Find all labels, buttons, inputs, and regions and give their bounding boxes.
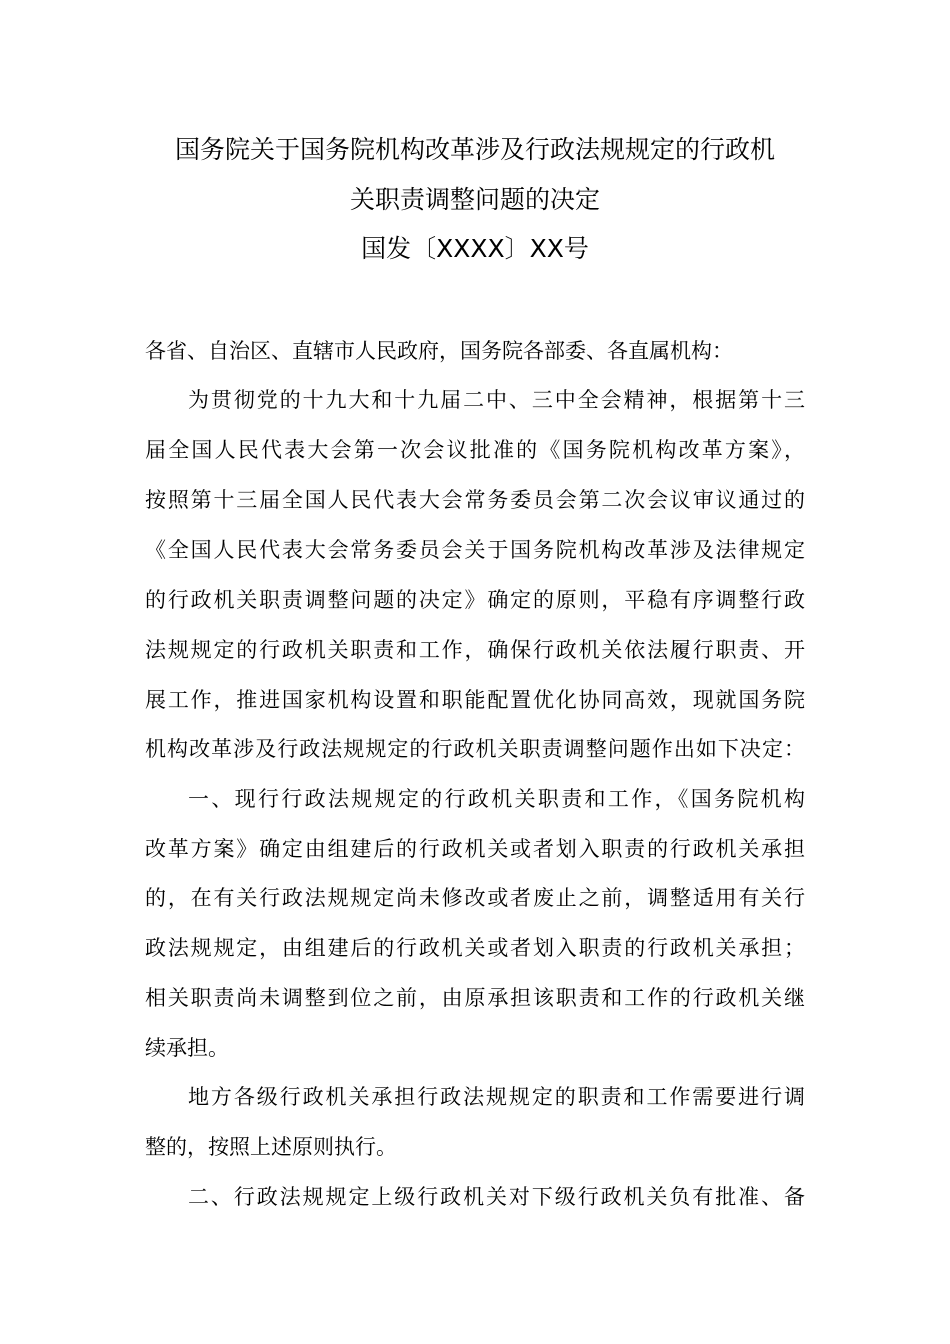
body-text-line: 整的，按照上述原则执行。: [145, 1135, 397, 1159]
body-text-line: 的，在有关行政法规规定尚未修改或者废止之前，调整适用有关行: [145, 886, 805, 910]
salutation-line: 各省、自治区、直辖市人民政府，国务院各部委、各直属机构：: [145, 339, 733, 363]
body-text-line: 《全国人民代表大会常务委员会关于国务院机构改革涉及法律规定: [145, 538, 805, 562]
document-title-line-1: 国务院关于国务院机构改革涉及行政法规规定的行政机: [174, 135, 775, 164]
body-text-line: 地方各级行政机关承担行政法规规定的职责和工作需要进行调: [188, 1085, 805, 1109]
body-text-line: 二、行政法规规定上级行政机关对下级行政机关负有批准、备: [188, 1185, 805, 1209]
body-text-line: 法规规定的行政机关职责和工作，确保行政机关依法履行职责、开: [145, 638, 805, 662]
body-text-line: 展工作，推进国家机构设置和职能配置优化协同高效，现就国务院: [145, 688, 805, 712]
body-text-line: 为贯彻党的十九大和十九届二中、三中全会精神，根据第十三: [188, 388, 805, 412]
body-text-line: 一、现行行政法规规定的行政机关职责和工作，《国务院机构: [188, 787, 805, 811]
document-number: 国发〔XXXX〕XX号: [361, 234, 589, 263]
body-text-line: 续承担。: [145, 1036, 229, 1060]
body-text-line: 政法规规定，由组建后的行政机关或者划入职责的行政机关承担；: [145, 936, 805, 960]
document-title-line-2: 关职责调整问题的决定: [349, 185, 600, 214]
body-text-line: 相关职责尚未调整到位之前，由原承担该职责和工作的行政机关继: [145, 986, 805, 1010]
body-text-line: 的行政机关职责调整问题的决定》确定的原则，平稳有序调整行政: [145, 588, 805, 612]
body-text-line: 届全国人民代表大会第一次会议批准的《国务院机构改革方案》，: [145, 438, 805, 462]
body-text-line: 机构改革涉及行政法规规定的行政机关职责调整问题作出如下决定：: [145, 737, 805, 761]
body-text-line: 改革方案》确定由组建后的行政机关或者划入职责的行政机关承担: [145, 837, 805, 861]
body-text-line: 按照第十三届全国人民代表大会常务委员会第二次会议审议通过的: [145, 488, 805, 512]
